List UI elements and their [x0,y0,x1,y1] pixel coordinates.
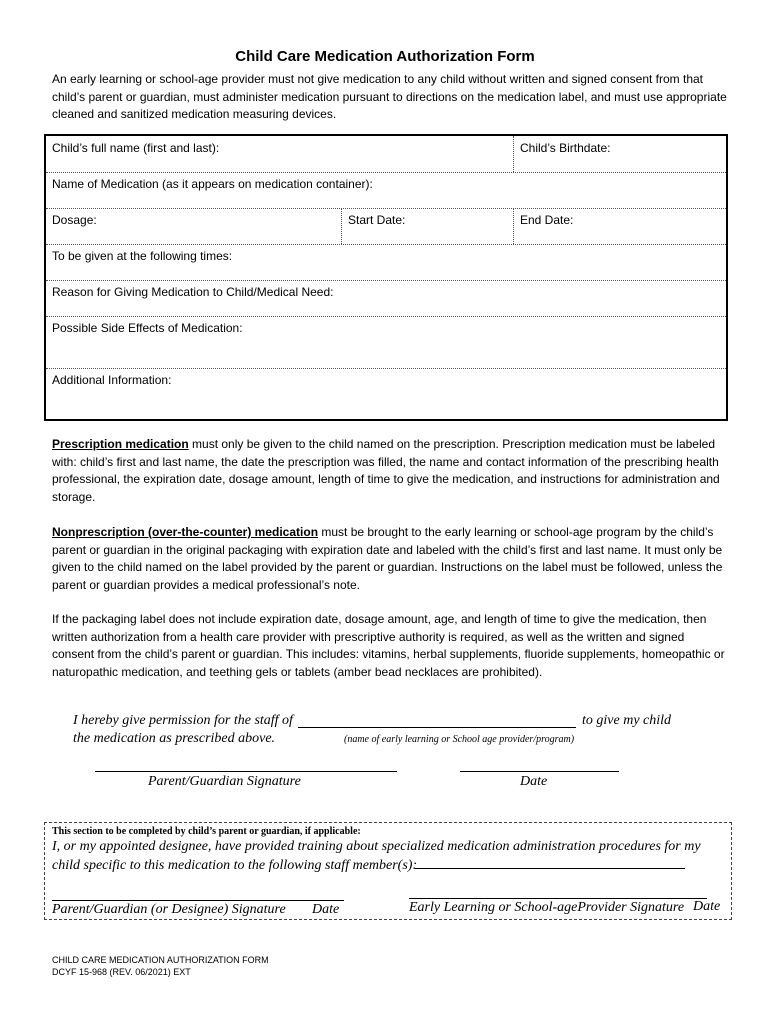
nonprescription-text: must be brought to the early learning or school-age program by the child’s parent or guardian in the original packaging with expiration date and labeled with the child’s first and last name. It must only be given to the child named on the label provided by the parent or guardian. Instructions on the label must be followed, unless the parent or guardian provides a medical professional’s note. [52,525,723,592]
provider-signature-label: Early Learning or School-ageProvider Signature [409,900,685,915]
prescription-paragraph [52,436,728,506]
provider-date-label: Date [693,899,721,914]
reason-field[interactable]: Reason for Giving Medication to Child/Medical Need: [52,285,334,299]
permission-line2: the medication as prescribed above. [73,731,276,746]
nonprescription-paragraph [52,524,728,594]
footer-form-number: DCYF 15-968 (REV. 06/2021) EXT [52,967,191,977]
packaging-paragraph: If the packaging label does not include expiration date, dosage amount, age, and length of time to give the medication, then written authorization from a health care provider with prescriptive authority is required, as well as the written and signed consent from the child’s parent or guardian. This includes: vitamins, herbal supplements, fluoride supplements, homeopathic or naturopathic medication, and teething gels or tablets (amber bead necklaces are prohibited). [52,612,725,679]
training-section [44,822,732,920]
form-title: Child Care Medication Authorization Form [235,48,535,65]
provider-signature-line[interactable] [409,898,707,899]
times-field[interactable]: To be given at the following times: [52,249,233,263]
child-name-field[interactable]: Child’s full name (first and last): [52,141,220,155]
child-medication-table [44,134,728,421]
date-line[interactable] [460,771,619,772]
parent-signature-line[interactable] [95,771,397,772]
row-child-info [46,136,726,173]
parent-signature-label: Parent/Guardian Signature [148,774,301,789]
footer-form-name: CHILD CARE MEDICATION AUTHORIZATION FORM [52,955,269,965]
form-footer [52,954,269,978]
row-additional-info [46,368,726,419]
prescription-lead: Prescription medication [52,437,189,451]
provider-name-sublabel: (name of early learning or School age provider/program) [344,734,575,745]
intro-paragraph: An early learning or school-age provider must not give medication to any child without written and signed consent from that child’s parent or guardian, must administer medication pursuant to directions on the medication label, and must use appropriate cleaned and sanitized medication measuring devices. [52,72,727,121]
permission-line1: I hereby give permission for the staff of [73,713,293,728]
row-times [46,244,726,281]
medication-name-field[interactable]: Name of Medication (as it appears on medication container): [52,177,373,191]
side-effects-field[interactable]: Possible Side Effects of Medication: [52,321,243,335]
permission-line1-end: to give my child [582,713,672,728]
nonprescription-lead: Nonprescription (over-the-counter) medication [52,525,319,539]
date-label: Date [520,774,548,789]
end-date-field[interactable]: End Date: [513,208,726,244]
provider-name-line[interactable] [298,727,576,728]
staff-member-line[interactable] [415,868,685,869]
dosage-field[interactable]: Dosage: [52,213,97,227]
designee-date-label: Date [312,902,340,917]
prescription-text: must only be given to the child named on the prescription. Prescription medication must be labeled with: child’s first and last name, the date the prescription was filled, the name and contact information of the prescribing health professional, the expiration date, dosage amount, length of time to give the medication, and instructions for administration and storage. [52,437,720,504]
child-birthdate-field[interactable]: Child’s Birthdate: [513,136,726,172]
row-reason [46,280,726,317]
training-section-text [52,837,722,875]
designee-signature-label: Parent/Guardian (or Designee) Signature [52,902,286,917]
row-side-effects [46,316,726,369]
start-date-field[interactable]: Start Date: [341,208,513,244]
training-statement: I, or my appointed designee, have provided training about specialized medication administration procedures for my child specific to this medication to the following staff member(s): [52,839,701,873]
designee-signature-line[interactable] [52,900,344,901]
row-dosage-dates [46,208,726,245]
row-medication-name [46,172,726,209]
additional-info-field[interactable]: Additional Information: [52,373,172,387]
training-section-heading: This section to be completed by child’s parent or guardian, if applicable: [52,826,361,837]
